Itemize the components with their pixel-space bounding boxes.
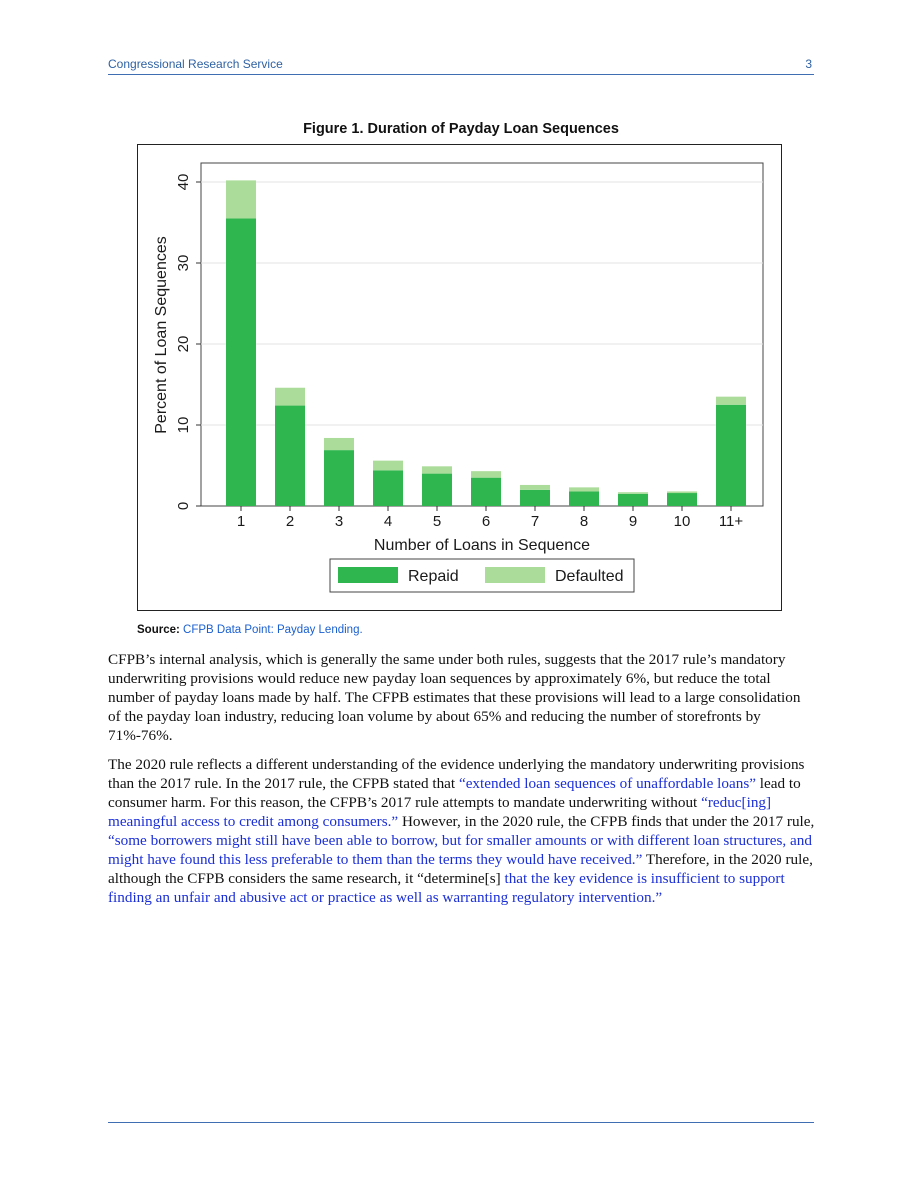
quote-link-2[interactable]: “reduc[ing] meaningful access to credit among consumers.”	[108, 794, 772, 830]
x-tick-label: 4	[383, 513, 393, 530]
bar-chart	[138, 145, 783, 612]
bar-repaid-8	[569, 491, 599, 506]
x-tick-label: 2	[285, 513, 295, 530]
x-axis-label: Number of Loans in Sequence	[373, 537, 591, 554]
x-axis-ticks	[237, 506, 744, 530]
bar-repaid-5	[422, 474, 452, 506]
legend-swatch-defaulted	[485, 567, 545, 583]
x-tick-label: 1	[236, 513, 246, 530]
quote-link-1[interactable]: “extended loan sequences of unaffordable loans”	[458, 775, 756, 792]
page-number: 3	[805, 57, 812, 71]
y-tick-label: 40	[175, 173, 192, 191]
bar-repaid-4	[373, 470, 403, 506]
header-org-name: Congressional Research Service	[108, 57, 283, 71]
figure-frame	[137, 144, 782, 611]
bar-repaid-11+	[716, 405, 746, 506]
page-header	[108, 57, 814, 73]
y-tick-label: 20	[175, 335, 192, 353]
x-tick-label: 10	[673, 513, 691, 530]
bar-repaid-10	[667, 493, 697, 506]
bar-defaulted-1	[226, 180, 256, 218]
p2-text-a: The 2020 rule reflects a different understanding of the evidence underlying the mandatory underwriting provisions than the 2017 rule. In the 2017 rule, the CFPB stated that	[108, 756, 805, 792]
bar-defaulted-5	[422, 466, 452, 473]
x-tick-label: 3	[334, 513, 344, 530]
x-tick-label: 6	[481, 513, 491, 530]
bar-repaid-9	[618, 494, 648, 506]
p2-text-d: Therefore, in the 2020 rule, although the CFPB considers the same research, it “de	[108, 851, 813, 887]
y-axis-ticks	[175, 174, 201, 511]
y-tick-label: 10	[175, 416, 192, 434]
p2-text-e: termine[s]	[438, 870, 505, 887]
footer-rule	[108, 1122, 814, 1123]
figure-source	[137, 624, 363, 636]
x-tick-label: 11+	[718, 513, 744, 530]
bar-defaulted-3	[324, 438, 354, 450]
bar-defaulted-8	[569, 487, 599, 491]
bar-defaulted-9	[618, 492, 648, 494]
y-tick-label: 0	[175, 501, 192, 511]
header-rule	[108, 74, 814, 75]
bar-repaid-7	[520, 490, 550, 506]
bar-defaulted-4	[373, 461, 403, 471]
bar-repaid-2	[275, 406, 305, 506]
paragraph-2	[108, 755, 816, 915]
bar-repaid-3	[324, 450, 354, 506]
source-link[interactable]: CFPB Data Point: Payday Lending.	[183, 624, 363, 636]
x-tick-label: 8	[579, 513, 589, 530]
bar-defaulted-7	[520, 485, 550, 490]
paragraph-2-text	[108, 755, 816, 907]
quote-link-4[interactable]: that the key evidence is insufficient to support finding an unfair and abusive act or practice as well as warranting regulatory intervention.”	[108, 870, 785, 906]
paragraph-1	[108, 650, 816, 753]
bar-defaulted-2	[275, 388, 305, 406]
legend-swatch-repaid	[338, 567, 398, 583]
x-tick-label: 9	[628, 513, 638, 530]
p2-text-b: lead to consumer harm. For this reason, the CFPB’s 2017 rule attempts to mandate underwriting without	[108, 775, 801, 811]
bar-defaulted-10	[667, 491, 697, 493]
bar-defaulted-6	[471, 471, 501, 477]
x-tick-label: 5	[432, 513, 442, 530]
legend	[330, 559, 634, 592]
y-tick-label: 30	[175, 254, 192, 272]
quote-link-3[interactable]: “some borrowers might still have been able to borrow, but for smaller amounts or with different loan structures, and might have found this less preferable to them than the terms they would have received.”	[108, 832, 812, 868]
paragraph-1-text: CFPB’s internal analysis, which is generally the same under both rules, suggests that the 2017 rule’s mandatory underwriting provisions would reduce new payday loan sequences by approximately 6%, but reduce the total number of payday loans made by half. The CFPB estimates that these provisions will lead to a large consolidation of the payday loan industry, reducing loan volume by about 65% and reducing the number of storefronts by 71%-76%.	[108, 651, 801, 744]
x-tick-label: 7	[530, 513, 540, 530]
figure-title: Figure 1. Duration of Payday Loan Sequences	[303, 121, 619, 137]
bar-defaulted-11+	[716, 397, 746, 405]
source-label: Source:	[137, 624, 180, 636]
legend-label-repaid: Repaid	[408, 568, 459, 585]
bar-repaid-1	[226, 218, 256, 506]
y-axis-label: Percent of Loan Sequences	[153, 236, 170, 434]
p2-text-c: However, in the 2020 rule, the CFPB finds that under the 2017 rule,	[398, 813, 815, 830]
legend-label-defaulted: Defaulted	[555, 568, 624, 585]
bar-repaid-6	[471, 478, 501, 506]
